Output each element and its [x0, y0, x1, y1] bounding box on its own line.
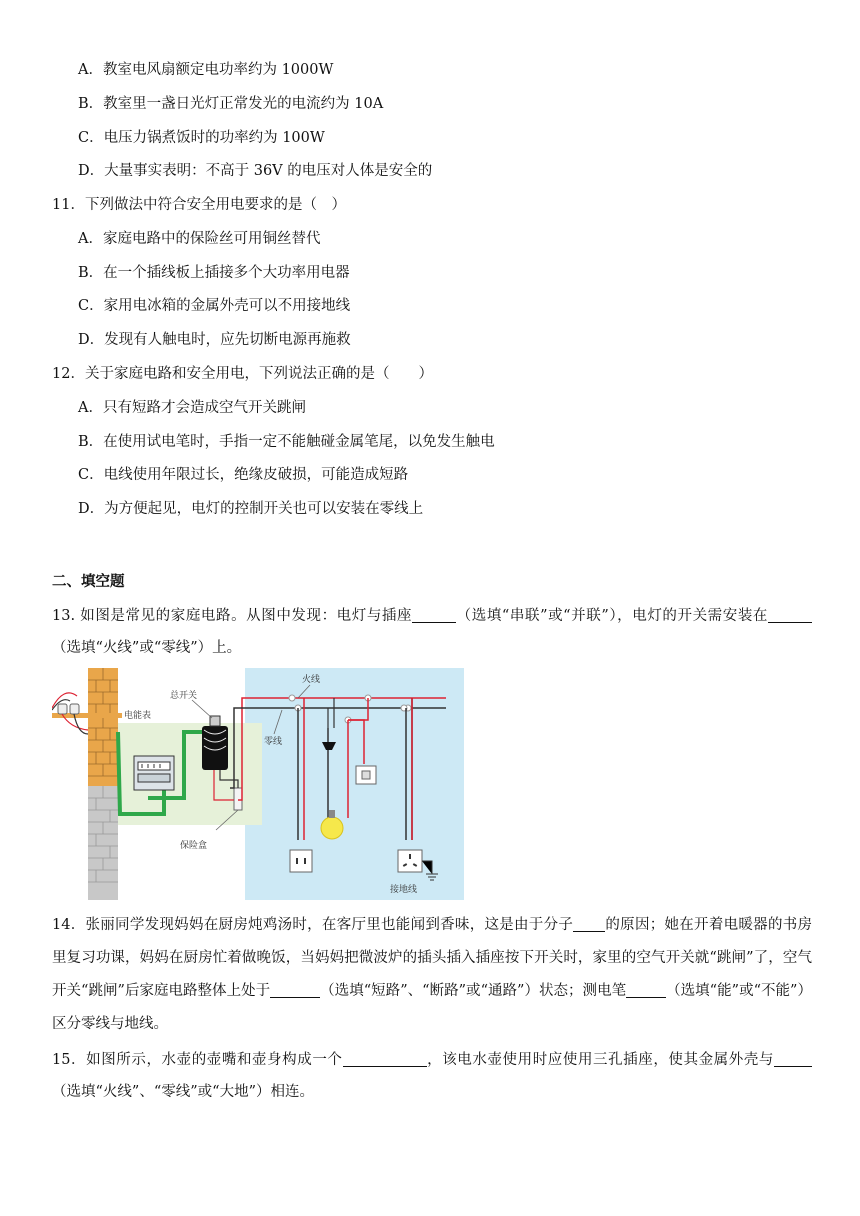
q10-option-b: B．教室里一盏日光灯正常发光的电流约为 10A [78, 96, 384, 112]
q13-part1: 13. 如图是常见的家庭电路。从图中发现：电灯与插座 [52, 608, 413, 624]
main-switch-label: 总开关 [170, 690, 198, 700]
neutral-wire-label: 零线 [264, 736, 283, 746]
q15-text [52, 1044, 812, 1108]
q14-part3: （选填“短路”、“断路”或“通路”）状态；测电笔 [320, 983, 627, 999]
q14-part2: 的原因；她在开着电暖器的书房里复习功课，妈妈在厨房忙着做晚饭，当妈妈把微波炉的插头插入插座按下开关时，家里的空气开关就“跳闸”了，空气开关“跳闸”后家庭电路整体上处于 [52, 917, 812, 999]
q10-option-a: A．教室电风扇额定电功率约为 1000W [78, 62, 334, 78]
q11-stem: 11．下列做法中符合安全用电要求的是（ ） [52, 197, 346, 213]
q14-part4: （选填“能”或“不能”）区分零线与地线。 [52, 983, 812, 1032]
q13-part2: （选填“串联”或“并联”），电灯的开关需安装在 [456, 608, 768, 624]
two-pin-socket [290, 850, 312, 872]
q14-blank-3[interactable] [626, 981, 666, 998]
q13-blank-2[interactable] [768, 606, 812, 623]
q12-stem: 12．关于家庭电路和安全用电，下列说法正确的是（ ） [52, 366, 433, 382]
q11-option-a: A．家庭电路中的保险丝可用铜丝替代 [78, 231, 321, 247]
q13-text [52, 600, 812, 664]
q14-part1: 14．张丽同学发现妈妈在厨房炖鸡汤时，在客厅里也能闻到香味，这是由于分子 [52, 917, 574, 933]
q14-text [52, 909, 812, 1041]
q14-blank-1[interactable] [573, 915, 605, 932]
q15-part2: ，该电水壶使用时应使用三孔插座，使其金属外壳与 [426, 1052, 775, 1068]
q11-option-b: B．在一个插线板上插接多个大功率用电器 [78, 265, 350, 281]
section-title: 二、填空题 [52, 573, 125, 590]
q12-option-c: C．电线使用年限过长，绝缘皮破损，可能造成短路 [78, 467, 409, 483]
q12-option-a: A．只有短路才会造成空气开关跳闸 [78, 400, 306, 416]
ground-wire-label: 接地线 [390, 884, 418, 894]
q13-part4: 填“火线”或“零线”）上。 [81, 640, 242, 656]
q12-option-d: D．为方便起见，电灯的控制开关也可以安装在零线上 [78, 501, 424, 517]
brick-wall [88, 668, 118, 900]
three-pin-socket [398, 850, 422, 872]
meter-label: 电能表 [124, 710, 152, 720]
q14-blank-2[interactable] [270, 981, 320, 998]
household-circuit-figure [52, 668, 464, 900]
q13-blank-1[interactable] [412, 606, 456, 623]
q15-part3: （选填“火线”、“零线”或“大地”）相连。 [52, 1084, 314, 1100]
energy-meter [134, 756, 174, 790]
light-switch [356, 766, 376, 784]
q11-option-d: D．发现有人触电时，应先切断电源再施救 [78, 332, 351, 348]
q15-blank-1[interactable] [343, 1050, 427, 1067]
q15-blank-2[interactable] [774, 1050, 812, 1067]
live-wire-label: 火线 [302, 674, 321, 684]
q15-part1: 15．如图所示，水壶的壶嘴和壶身构成一个 [52, 1052, 343, 1068]
q11-option-c: C．家用电冰箱的金属外壳可以不用接地线 [78, 298, 351, 314]
q12-option-b: B．在使用试电笔时，手指一定不能触碰金属笔尾，以免发生触电 [78, 434, 495, 450]
q10-option-d: D．大量事实表明：不高于 36V 的电压对人体是安全的 [78, 163, 433, 179]
fuse-box-label: 保险盒 [180, 840, 208, 850]
q10-option-c: C．电压力锅煮饭时的功率约为 100W [78, 130, 325, 146]
q13-part3: （选 [52, 640, 81, 656]
